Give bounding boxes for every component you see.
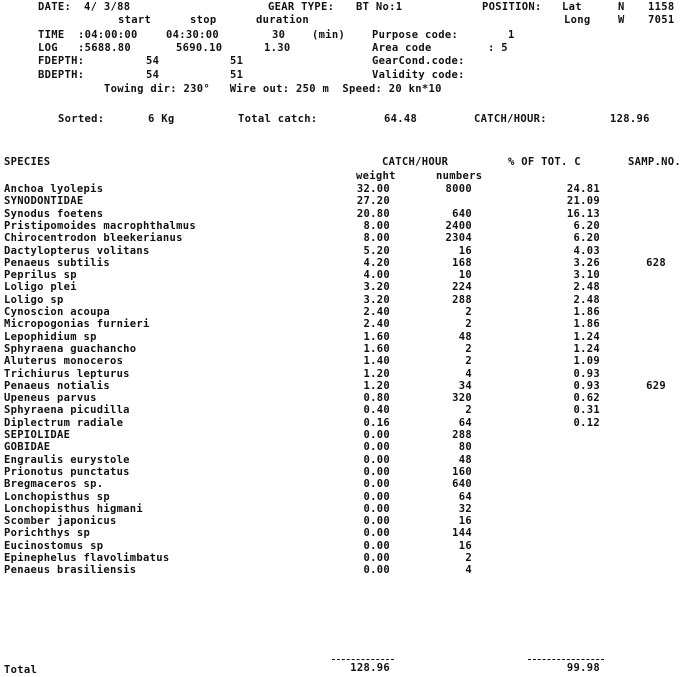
numbers-cell: 80 — [458, 441, 472, 454]
table-row — [0, 504, 700, 515]
col-catch-hour-header: CATCH/HOUR — [382, 156, 449, 168]
pct-cell: 3.26 — [573, 256, 600, 269]
pct-cell: 21.09 — [566, 195, 600, 208]
samp-cell: 629 — [646, 379, 666, 392]
weight-cell: 27.20 — [356, 195, 390, 208]
table-row — [0, 565, 700, 576]
table-row — [0, 221, 700, 232]
numbers-cell: 64 — [458, 416, 472, 429]
gearcond-label: GearCond.code: — [372, 55, 465, 67]
pct-cell: 16.13 — [566, 207, 600, 220]
pct-cell: 24.81 — [566, 183, 600, 195]
sorted-value: 6 Kg — [148, 113, 175, 125]
weight-cell: 1.60 — [363, 330, 390, 343]
weight-cell: 0.00 — [363, 527, 390, 540]
species-cell: Cynoscion acoupa — [4, 306, 110, 318]
sorted-label: Sorted: — [58, 113, 105, 125]
date-value: 4/ 3/88 — [84, 1, 131, 13]
species-cell: Anchoa lyolepis — [4, 183, 104, 195]
pct-cell: 2.48 — [573, 293, 600, 306]
pct-cell: 1.09 — [573, 355, 600, 368]
table-row — [0, 405, 700, 416]
species-cell: Diplectrum radiale — [4, 416, 124, 429]
weight-cell: 1.60 — [363, 342, 390, 355]
sub-weight-header: weight — [356, 170, 396, 182]
table-row — [0, 344, 700, 355]
total-catch-value: 64.48 — [384, 113, 418, 125]
table-row — [0, 430, 700, 441]
table-row — [0, 479, 700, 490]
long-hemi: W — [618, 14, 625, 26]
area-label: Area code — [372, 42, 432, 54]
species-cell: Pristipomoides macrophthalmus — [4, 219, 197, 232]
table-row — [0, 553, 700, 564]
table-row — [0, 528, 700, 539]
weight-cell: 4.00 — [363, 269, 390, 282]
species-cell: Sphyraena guachancho — [4, 342, 137, 355]
numbers-cell: 16 — [458, 515, 472, 528]
pct-cell: 0.93 — [573, 379, 600, 392]
area-value: : 5 — [488, 42, 508, 54]
gear-type-label: GEAR TYPE: — [268, 1, 335, 13]
species-cell: Scomber japonicus — [4, 515, 117, 528]
numbers-cell: 144 — [452, 527, 472, 540]
pct-cell: 1.24 — [573, 342, 600, 355]
numbers-cell: 34 — [458, 379, 472, 392]
species-cell: Upeneus parvus — [4, 392, 97, 405]
species-cell: Chirocentrodon bleekerianus — [4, 232, 183, 245]
numbers-cell: 2304 — [445, 232, 472, 245]
long-label: Long — [564, 14, 591, 26]
species-cell: Dactylopterus volitans — [4, 244, 150, 257]
table-row — [0, 270, 700, 281]
date-label: DATE: — [38, 1, 72, 13]
table-row — [0, 282, 700, 293]
weight-cell: 5.20 — [363, 244, 390, 257]
numbers-cell: 288 — [452, 429, 472, 441]
pct-cell: 6.20 — [573, 232, 600, 245]
species-cell: Micropogonias furnieri — [4, 318, 150, 331]
species-cell: Loligo plei — [4, 281, 77, 294]
numbers-cell: 8000 — [445, 183, 472, 195]
col-start-header: start — [118, 14, 152, 26]
table-row — [0, 319, 700, 330]
time-duration: 30 — [272, 29, 286, 41]
numbers-cell: 160 — [452, 465, 472, 478]
weight-cell: 0.00 — [363, 490, 390, 503]
weight-cell: 8.00 — [363, 232, 390, 245]
weight-cell: 1.40 — [363, 355, 390, 368]
towing-line: Towing dir: 230° Wire out: 250 m Speed: 20 kn*10 — [104, 83, 442, 95]
pct-cell: 3.10 — [573, 269, 600, 282]
numbers-cell: 2 — [465, 552, 472, 564]
purpose-value: 1 — [508, 29, 515, 41]
table-row — [0, 332, 700, 343]
numbers-cell: 2 — [465, 404, 472, 417]
log-start: :5688.80 — [78, 42, 131, 54]
pct-cell: 0.12 — [573, 416, 600, 429]
numbers-cell: 16 — [458, 539, 472, 552]
species-cell: Epinephelus flavolimbatus — [4, 552, 170, 564]
pct-cell: 0.62 — [573, 392, 600, 405]
table-row — [0, 295, 700, 306]
numbers-cell: 640 — [452, 478, 472, 491]
pct-cell: 6.20 — [573, 219, 600, 232]
numbers-cell: 320 — [452, 392, 472, 405]
species-cell: Synodus foetens — [4, 207, 104, 220]
catch-hour-label: CATCH/HOUR: — [474, 113, 547, 125]
weight-cell: 0.00 — [363, 478, 390, 491]
log-duration: 1.30 — [264, 42, 291, 54]
numbers-cell: 2 — [465, 355, 472, 368]
catch-hour-value: 128.96 — [610, 113, 650, 125]
numbers-cell: 64 — [458, 490, 472, 503]
weight-cell: 0.00 — [363, 515, 390, 528]
weight-sum-rule — [332, 659, 394, 660]
log-label: LOG — [38, 42, 58, 54]
table-row — [0, 184, 700, 195]
species-cell: Penaeus notialis — [4, 379, 110, 392]
numbers-cell: 4 — [465, 564, 472, 577]
numbers-cell: 48 — [458, 453, 472, 466]
total-weight: 128.96 — [350, 662, 390, 674]
weight-cell: 1.20 — [363, 379, 390, 392]
table-row — [0, 196, 700, 207]
long-value: 7051 — [648, 14, 675, 26]
table-row — [0, 455, 700, 466]
pct-cell: 0.93 — [573, 367, 600, 380]
total-catch-label: Total catch: — [238, 113, 318, 125]
weight-cell: 8.00 — [363, 219, 390, 232]
lat-value: 1158 — [648, 1, 675, 13]
weight-cell: 3.20 — [363, 281, 390, 294]
species-cell: Peprilus sp — [4, 269, 77, 282]
table-row — [0, 233, 700, 244]
table-row — [0, 516, 700, 527]
fdepth-label: FDEPTH: — [38, 55, 85, 67]
log-stop: 5690.10 — [176, 42, 223, 54]
species-cell: Prionotus punctatus — [4, 465, 130, 478]
table-row — [0, 246, 700, 257]
pct-cell: 0.31 — [573, 404, 600, 417]
weight-cell: 20.80 — [356, 207, 390, 220]
numbers-cell: 4 — [465, 367, 472, 380]
numbers-cell: 224 — [452, 281, 472, 294]
weight-cell: 0.40 — [363, 404, 390, 417]
numbers-cell: 32 — [458, 502, 472, 515]
species-cell: SYNODONTIDAE — [4, 195, 84, 208]
species-cell: Sphyraena picudilla — [4, 404, 130, 417]
weight-cell: 2.40 — [363, 306, 390, 318]
samp-cell: 628 — [646, 256, 666, 269]
weight-cell: 32.00 — [356, 183, 390, 195]
numbers-cell: 2400 — [445, 219, 472, 232]
sub-numbers-header: numbers — [436, 170, 483, 182]
gear-type-value: BT No:1 — [356, 1, 403, 13]
numbers-cell: 16 — [458, 244, 472, 257]
table-row — [0, 369, 700, 380]
numbers-cell: 48 — [458, 330, 472, 343]
numbers-cell: 2 — [465, 318, 472, 331]
total-label: Total — [4, 664, 38, 676]
time-start: :04:00:00 — [78, 29, 138, 41]
table-row — [0, 541, 700, 552]
validity-label: Validity code: — [372, 69, 465, 81]
numbers-cell: 640 — [452, 207, 472, 220]
col-duration-header: duration — [256, 14, 309, 26]
species-cell: Lonchopisthus higmani — [4, 502, 144, 515]
species-cell: Porichthys sp — [4, 527, 91, 540]
weight-cell: 1.20 — [363, 367, 390, 380]
table-row — [0, 467, 700, 478]
lat-hemi: N — [618, 1, 625, 13]
lat-label: Lat — [562, 1, 582, 13]
col-pct-tot-header: % OF TOT. C — [508, 156, 581, 168]
fdepth-stop: 51 — [230, 55, 244, 67]
table-row — [0, 356, 700, 367]
species-cell: GOBIDAE — [4, 441, 51, 454]
weight-cell: 2.40 — [363, 318, 390, 331]
species-cell: Lonchopisthus sp — [4, 490, 110, 503]
species-cell: Trichiurus lepturus — [4, 367, 130, 380]
time-stop: 04:30:00 — [166, 29, 219, 41]
numbers-cell: 2 — [465, 342, 472, 355]
pct-cell: 1.86 — [573, 306, 600, 318]
table-row — [0, 418, 700, 429]
species-cell: Eucinostomus sp — [4, 539, 104, 552]
pct-cell: 4.03 — [573, 244, 600, 257]
col-species-header: SPECIES — [4, 156, 51, 168]
weight-cell: 0.00 — [363, 465, 390, 478]
col-samp-no-header: SAMP.NO. — [628, 156, 681, 168]
time-label: TIME — [38, 29, 65, 41]
weight-cell: 0.80 — [363, 392, 390, 405]
weight-cell: 3.20 — [363, 293, 390, 306]
weight-cell: 0.00 — [363, 539, 390, 552]
numbers-cell: 168 — [452, 256, 472, 269]
pct-cell: 1.24 — [573, 330, 600, 343]
fdepth-start: 54 — [146, 55, 160, 67]
species-cell: Penaeus brasiliensis — [4, 564, 137, 577]
species-cell: Engraulis eurystole — [4, 453, 130, 466]
numbers-cell: 288 — [452, 293, 472, 306]
weight-cell: 0.00 — [363, 502, 390, 515]
table-row — [0, 442, 700, 453]
table-row — [0, 209, 700, 220]
table-row — [0, 258, 700, 269]
table-row — [0, 492, 700, 503]
pct-sum-rule — [528, 659, 604, 660]
weight-cell: 0.16 — [363, 416, 390, 429]
weight-cell: 4.20 — [363, 256, 390, 269]
col-stop-header: stop — [190, 14, 217, 26]
weight-cell: 0.00 — [363, 552, 390, 564]
weight-cell: 0.00 — [363, 441, 390, 454]
position-label: POSITION: — [482, 1, 542, 13]
species-cell: Lepophidium sp — [4, 330, 97, 343]
weight-cell: 0.00 — [363, 564, 390, 577]
bdepth-label: BDEPTH: — [38, 69, 85, 81]
numbers-cell: 2 — [465, 306, 472, 318]
numbers-cell: 10 — [458, 269, 472, 282]
purpose-label: Purpose code: — [372, 29, 459, 41]
pct-cell: 2.48 — [573, 281, 600, 294]
bdepth-stop: 51 — [230, 69, 244, 81]
weight-cell: 0.00 — [363, 429, 390, 441]
total-pct: 99.98 — [566, 662, 600, 674]
table-row — [0, 381, 700, 392]
weight-cell: 0.00 — [363, 453, 390, 466]
species-cell: Penaeus subtilis — [4, 256, 110, 269]
table-row — [0, 307, 700, 318]
bdepth-start: 54 — [146, 69, 160, 81]
table-row — [0, 393, 700, 404]
species-cell: Loligo sp — [4, 293, 64, 306]
species-cell: Aluterus monoceros — [4, 355, 124, 368]
species-cell: SEPIOLIDAE — [4, 429, 71, 441]
pct-cell: 1.86 — [573, 318, 600, 331]
species-cell: Bregmaceros sp. — [4, 478, 104, 491]
time-unit: (min) — [312, 29, 346, 41]
